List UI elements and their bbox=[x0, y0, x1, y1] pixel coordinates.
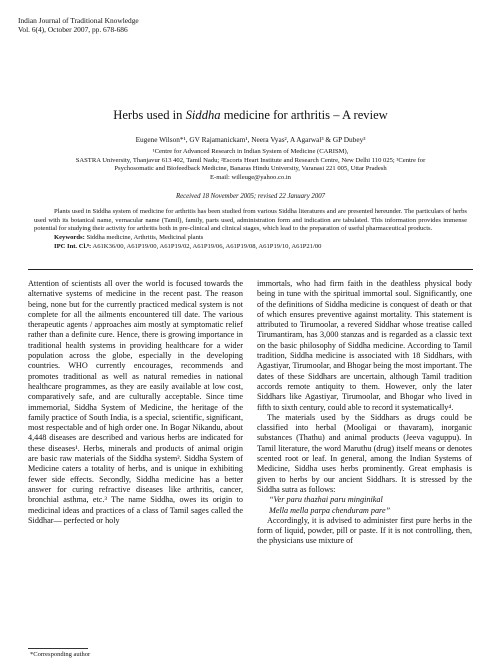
body-column-left bbox=[28, 279, 243, 526]
body-paragraph: Attention of scientists all over the world is focused towards the alternative systems of medicine in the recent past. The reason being, none but for the currently practiced medical system is not complete for all the ailments encountered till date. The various therapeutic agents / approaches aim mostly at symptomatic relief rather than a definite cure. Hence, there is growing importance in traditional health systems in providing healthcare for a wider population across the globe, especially in the developing countries. WHO currently encourages, recommends and promotes traditional as well as natural remedies in national healthcare programmes, as they are easily available at low cost, comparatively safe, and are culturally acceptable. Since time immemorial, Siddha System of Medicine, the heritage of the family practice of South India, is a special, scientific, significant, most respectable and of high order one. In Bogar Nikandu, about 4,448 diseases are described and various herbs are indicated for these diseases¹. Herbs, minerals and products of animal origin are basic raw materials of the Siddha system². Siddha System of Medicine caters a totality of herbs, and is unique in exhibiting fewer side effects. Secondly, Siddha medicine has a better answer for curing refractive diseases like arthritis, cancer, bronchial asthma, etc.³ The name Siddha, owes its origin to medicinal ideas and practices of a class of Tamil sages called the Siddhar— perfected or holy bbox=[28, 279, 243, 525]
title-pre: Herbs used in bbox=[113, 108, 186, 122]
body-paragraph-2: The materials used by the Siddhars as drugs could be classified into herbal (Mooligai or thavaram), inorganic substances (Thathu) and animal products (Jeeva vaguppu). In Tamil literature, the word Maruthu (drug) itself means or denotes scented root or leaf. In general, among the Indian Systems of Medicine, Siddha uses herbs prominently. Great emphasis is given to herbs by our ancient Siddhars. It is stressed by the Siddha sutra as follows: bbox=[257, 412, 472, 494]
journal-issue: Vol. 6(4), October 2007, pp. 678-686 bbox=[18, 25, 128, 34]
title-emphasis: Siddha bbox=[185, 108, 221, 122]
ipc-line bbox=[34, 243, 467, 252]
abstract-divider bbox=[28, 269, 473, 270]
abstract-text: Plants used in Siddha system of medicine for arthritis has been studied from various Siddha literatures and are presented hereunder. The particulars of herbs used with its botanical name, vernacular name (Tamil), family, parts used, administration form and indication are tabulated. This information provides immense potential for studying their activity for arthritis both in pre-clinical and clinical stages, which lead to the preparation of useful pharmaceutical products. bbox=[34, 208, 467, 233]
journal-header bbox=[18, 16, 139, 34]
title-post: medicine for arthritis – A review bbox=[220, 108, 388, 122]
footnote-divider bbox=[28, 648, 88, 649]
affiliation-1: ¹Centre for Advanced Research in Indian System of Medicine (CARISM), bbox=[152, 148, 349, 155]
body-column-right bbox=[257, 279, 472, 547]
corresponding-author-note: *Corresponding author bbox=[30, 651, 91, 658]
affiliations bbox=[34, 148, 467, 182]
ipc-label: IPC Int. Cl.⁸: bbox=[54, 242, 92, 250]
verse-line-1: “Ver paru thazhai paru minginikal bbox=[269, 495, 383, 505]
article-title bbox=[0, 108, 501, 123]
ipc-value: A61K36/00, A61P19/00, A61P19/02, A61P19/06, A61P19/08, A61P19/10, A61P21/00 bbox=[92, 242, 322, 250]
author-list: Eugene Wilson*¹, GV Rajamanickam¹, Neera Vyas², A Agarwal³ & GP Dubey³ bbox=[135, 135, 366, 144]
keywords-label: Keywords: bbox=[54, 234, 85, 242]
verse-line-2: Mella mella parpa chenduram pare” bbox=[269, 505, 391, 515]
body-paragraph-3: Accordingly, it is advised to administer first pure herbs in the form of liquid, powder, pill or paste. If it is not controlling, then, the physicians use mixture of bbox=[257, 515, 472, 546]
abstract-block bbox=[34, 208, 467, 252]
body-paragraph-1: immortals, who had firm faith in the deathless physical body being in tune with the spiritual immortal soul. Significantly, one of the definitions of Siddha medicine is conquest of death or that of which ensures preventive against mortality. This statement is attributed to Tirumoolar, a revered Siddhar whose treatise called Tirumantiram, has 3,000 stanzas and is regarded as a classic text on the basic philosophy of Siddha medicine. According to Tamil tradition, Siddha medicine is associated with 18 Siddhars, with Agastiyar, Tirumoolar, and Bhogar being the most important. The dates of these Siddhars are uncertain, although Tamil tradition accords remote antiquity to them. However, only the later Siddhars like Agastiyar, Tirumoolar, and Bhogar who lived in fifth to sixth century, could able to record it systematically⁴. bbox=[257, 279, 472, 412]
affiliation-2: SASTRA University, Thanjavur 613 402, Tamil Nadu; ²Escorts Heart Institute and Research Centre, New Delhi 110 025; ³Centre for bbox=[75, 156, 426, 164]
keywords-value: Siddha medicine, Arthritis, Medicinal plants bbox=[86, 234, 204, 242]
journal-name: Indian Journal of Traditional Knowledge bbox=[18, 16, 139, 25]
received-dates: Received 18 November 2005; revised 22 January 2007 bbox=[175, 193, 326, 200]
keywords-line bbox=[34, 234, 467, 243]
affiliation-3: Psychosomatic and Biofeedback Medicine, Banaras Hindu University, Varanasi 221 005, Uttar Pradesh bbox=[114, 165, 387, 173]
author-email[interactable]: E-mail: willeuge@yahoo.co.in bbox=[210, 173, 291, 181]
